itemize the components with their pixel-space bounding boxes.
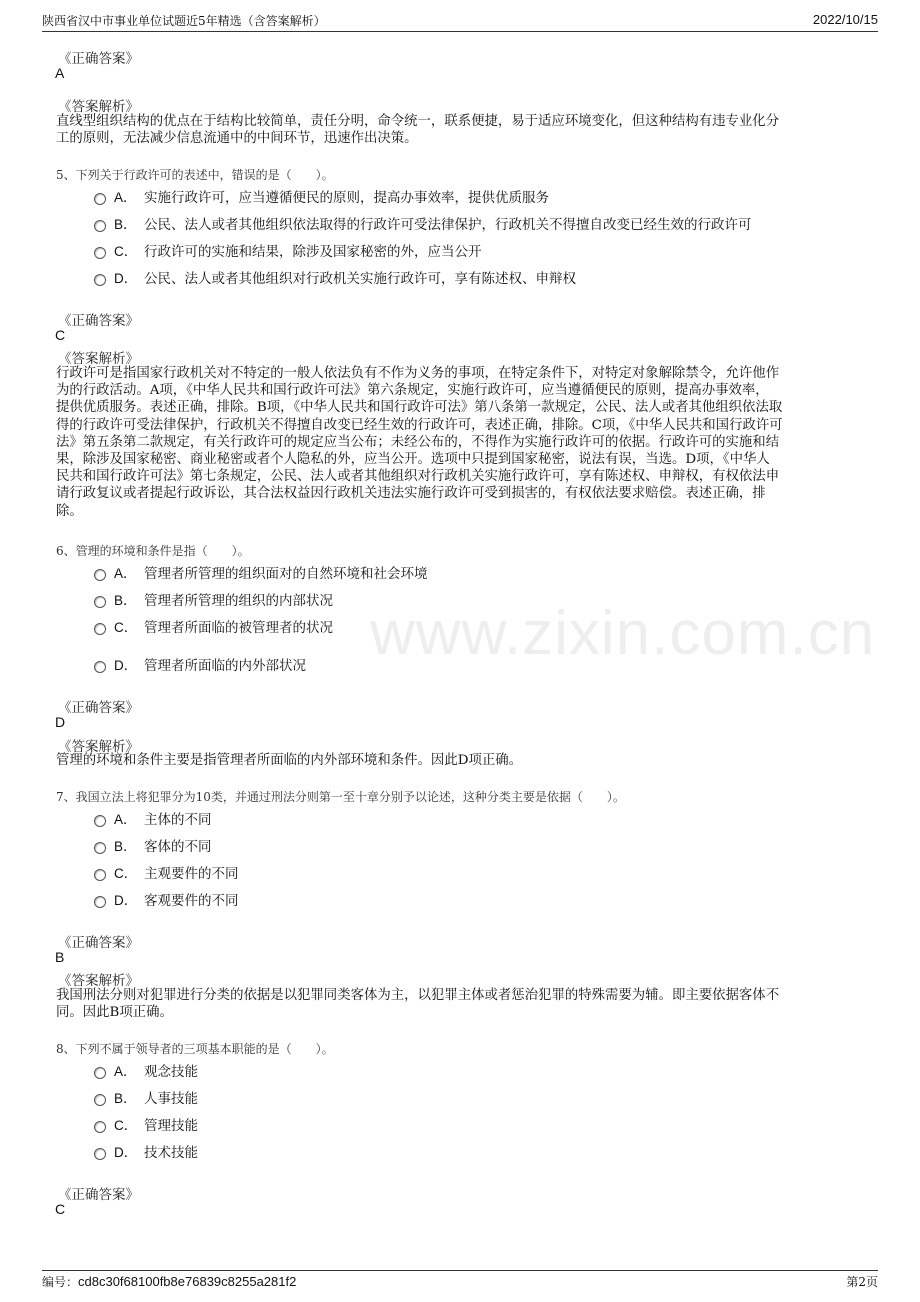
explanation-label: 《答案解析》 xyxy=(58,99,139,115)
q8-option-c[interactable] xyxy=(94,1114,198,1134)
explanation-line: 果，除涉及国家秘密、商业秘密或者个人隐私的外，应当公开。选项中只提到国家秘密，说法有误，当选。D项，《中华人 xyxy=(56,452,770,468)
option-text: 管理者所面临的被管理者的状况 xyxy=(144,620,333,636)
option-text: 客体的不同 xyxy=(144,839,212,855)
option-letter: B． xyxy=(114,217,137,232)
explanation-label: 《答案解析》 xyxy=(58,973,139,989)
correct-answer: C xyxy=(55,327,66,343)
q7-option-d[interactable] xyxy=(94,889,239,909)
radio-button[interactable] xyxy=(94,274,106,286)
question-7-text: 7、我国立法上将犯罪分为10类，并通过刑法分则第一至十章分别予以论述，这种分类主要是依据（ ）。 xyxy=(56,790,625,804)
correct-answer-label: 《正确答案》 xyxy=(58,1187,139,1203)
option-text: 管理者所面临的内外部状况 xyxy=(144,658,306,674)
question-5-text: 5、下列关于行政许可的表述中，错误的是（ ）。 xyxy=(56,168,334,182)
q8-option-a[interactable] xyxy=(94,1060,198,1080)
option-text: 管理者所管理的组织的内部状况 xyxy=(144,593,333,609)
q8-option-b[interactable] xyxy=(94,1087,198,1107)
q6-option-a[interactable] xyxy=(94,562,428,582)
explanation-line: 提供优质服务。表述正确，排除。B项，《中华人民共和国行政许可法》第八条第一款规定，公民、法人或者其他组织依法取 xyxy=(56,400,783,416)
option-letter: A． xyxy=(114,1064,137,1079)
q5-option-c[interactable] xyxy=(94,240,482,260)
explanation-text xyxy=(56,113,779,147)
option-letter: B． xyxy=(114,1091,137,1106)
watermark: www.zixin.com.cn xyxy=(370,599,876,668)
q5-option-a[interactable] xyxy=(94,186,549,206)
explanation-line: 我国刑法分则对犯罪进行分类的依据是以犯罪同类客体为主，以犯罪主体或者惩治犯罪的特殊需要为辅。即主要依据客体不 xyxy=(56,988,780,1003)
explanation-line: 得的行政许可受法律保护，行政机关不得擅自改变已经生效的行政许可，表述正确，排除。C项，《中华人民共和国行政许可 xyxy=(56,417,783,433)
explanation-line: 除。 xyxy=(56,503,83,519)
q6-option-d[interactable] xyxy=(94,654,306,674)
q6-option-c[interactable] xyxy=(94,616,333,636)
code-label: 编号： xyxy=(42,1275,79,1289)
correct-answer-label: 《正确答案》 xyxy=(58,700,139,716)
radio-button[interactable] xyxy=(94,661,106,673)
option-text: 实施行政许可，应当遵循便民的原则，提高办事效率，提供优质服务 xyxy=(144,190,549,206)
document-code xyxy=(42,1273,296,1290)
explanation-text xyxy=(56,365,783,520)
option-letter: B． xyxy=(114,839,137,854)
option-text: 观念技能 xyxy=(144,1064,198,1080)
explanation-line: 为的行政活动。A项，《中华人民共和国行政许可法》第六条规定，实施行政许可，应当遵循便民的原则，提高办事效率， xyxy=(56,383,769,399)
explanation-line: 法》第五条第二款规定，有关行政许可的规定应当公布；未经公布的，不得作为实施行政许可的依据。行政许可的实施和结 xyxy=(56,434,780,450)
option-letter: C． xyxy=(114,620,138,635)
option-text: 管理技能 xyxy=(144,1118,198,1134)
correct-answer: C xyxy=(55,1201,66,1217)
question-8-text: 8、下列不属于领导者的三项基本职能的是（ ）。 xyxy=(56,1042,334,1056)
radio-button[interactable] xyxy=(94,1121,106,1133)
option-letter: C． xyxy=(114,244,138,259)
q5-option-d[interactable] xyxy=(94,267,576,287)
page-header xyxy=(42,12,878,32)
radio-button[interactable] xyxy=(94,1148,106,1160)
option-text: 客观要件的不同 xyxy=(144,893,239,909)
radio-button[interactable] xyxy=(94,596,106,608)
option-letter: A． xyxy=(114,812,137,827)
radio-button[interactable] xyxy=(94,569,106,581)
radio-button[interactable] xyxy=(94,1067,106,1079)
option-text: 技术技能 xyxy=(144,1145,198,1161)
code-value: cd8c30f68100fb8e76839c8255a281f2 xyxy=(78,1274,297,1289)
page-number: 第2页 xyxy=(846,1275,878,1289)
option-letter: D． xyxy=(114,893,138,908)
radio-button[interactable] xyxy=(94,220,106,232)
option-letter: D． xyxy=(114,271,138,286)
explanation-line: 行政许可是指国家行政机关对不特定的一般人依法负有不作为义务的事项，在特定条件下，对特定对象解除禁令，允许他作 xyxy=(56,366,780,381)
explanation-line: 同。因此B项正确。 xyxy=(56,1005,173,1021)
option-letter: A． xyxy=(114,566,137,581)
q6-option-b[interactable] xyxy=(94,589,333,609)
option-letter: B． xyxy=(114,593,137,608)
option-text: 公民、法人或者其他组织依法取得的行政许可受法律保护，行政机关不得擅自改变已经生效的行政许可 xyxy=(144,217,752,233)
radio-button[interactable] xyxy=(94,247,106,259)
explanation-line: 管理的环境和条件主要是指管理者所面临的内外部环境和条件。因此D项正确。 xyxy=(56,753,523,768)
correct-answer-label: 《正确答案》 xyxy=(58,51,139,67)
radio-button[interactable] xyxy=(94,842,106,854)
radio-button[interactable] xyxy=(94,623,106,635)
option-text: 行政许可的实施和结果，除涉及国家秘密的外，应当公开 xyxy=(144,244,482,260)
correct-answer-label: 《正确答案》 xyxy=(58,313,139,329)
correct-answer: B xyxy=(55,949,65,965)
option-text: 主观要件的不同 xyxy=(144,866,239,882)
option-text: 人事技能 xyxy=(144,1091,198,1107)
explanation-label: 《答案解析》 xyxy=(58,351,139,367)
q5-option-b[interactable] xyxy=(94,213,752,233)
option-letter: D． xyxy=(114,658,138,673)
q7-option-a[interactable] xyxy=(94,808,212,828)
q7-option-b[interactable] xyxy=(94,835,212,855)
radio-button[interactable] xyxy=(94,869,106,881)
option-letter: A． xyxy=(114,190,137,205)
explanation-line: 民共和国行政许可法》第七条规定，公民、法人或者其他组织对行政机关实施行政许可，享有陈述权、申辩权，有权依法申 xyxy=(56,469,780,485)
option-letter: C． xyxy=(114,866,138,881)
radio-button[interactable] xyxy=(94,896,106,908)
explanation-label: 《答案解析》 xyxy=(58,739,139,755)
explanation-line: 直线型组织结构的优点在于结构比较简单，责任分明，命令统一，联系便捷，易于适应环境变化，但这种结构有违专业化分 xyxy=(56,114,780,129)
option-text: 主体的不同 xyxy=(144,812,212,828)
document-date: 2022/10/15 xyxy=(812,12,878,27)
explanation-text xyxy=(56,752,522,769)
q7-option-c[interactable] xyxy=(94,862,239,882)
option-text: 公民、法人或者其他组织对行政机关实施行政许可，享有陈述权、申辩权 xyxy=(144,271,576,287)
radio-button[interactable] xyxy=(94,193,106,205)
page-footer xyxy=(42,1270,878,1292)
correct-answer-label: 《正确答案》 xyxy=(58,935,139,951)
explanation-text xyxy=(56,987,779,1021)
q8-option-d[interactable] xyxy=(94,1141,198,1161)
option-letter: D． xyxy=(114,1145,138,1160)
option-letter: C． xyxy=(114,1118,138,1133)
radio-button[interactable] xyxy=(94,1094,106,1106)
correct-answer: A xyxy=(55,65,65,81)
option-text: 管理者所管理的组织面对的自然环境和社会环境 xyxy=(144,566,428,582)
explanation-line: 工的原则，无法减少信息流通中的中间环节，迅速作出决策。 xyxy=(56,131,418,147)
explanation-line: 请行政复议或者提起行政诉讼，其合法权益因行政机关违法实施行政许可受到损害的，有权依法要求赔偿。表述正确，排 xyxy=(56,486,766,502)
question-6-text: 6、管理的环境和条件是指（ ）。 xyxy=(56,544,250,558)
document-title: 陕西省汉中市事业单位试题近5年精选（含答案解析） xyxy=(42,14,326,28)
correct-answer: D xyxy=(55,714,66,730)
radio-button[interactable] xyxy=(94,815,106,827)
